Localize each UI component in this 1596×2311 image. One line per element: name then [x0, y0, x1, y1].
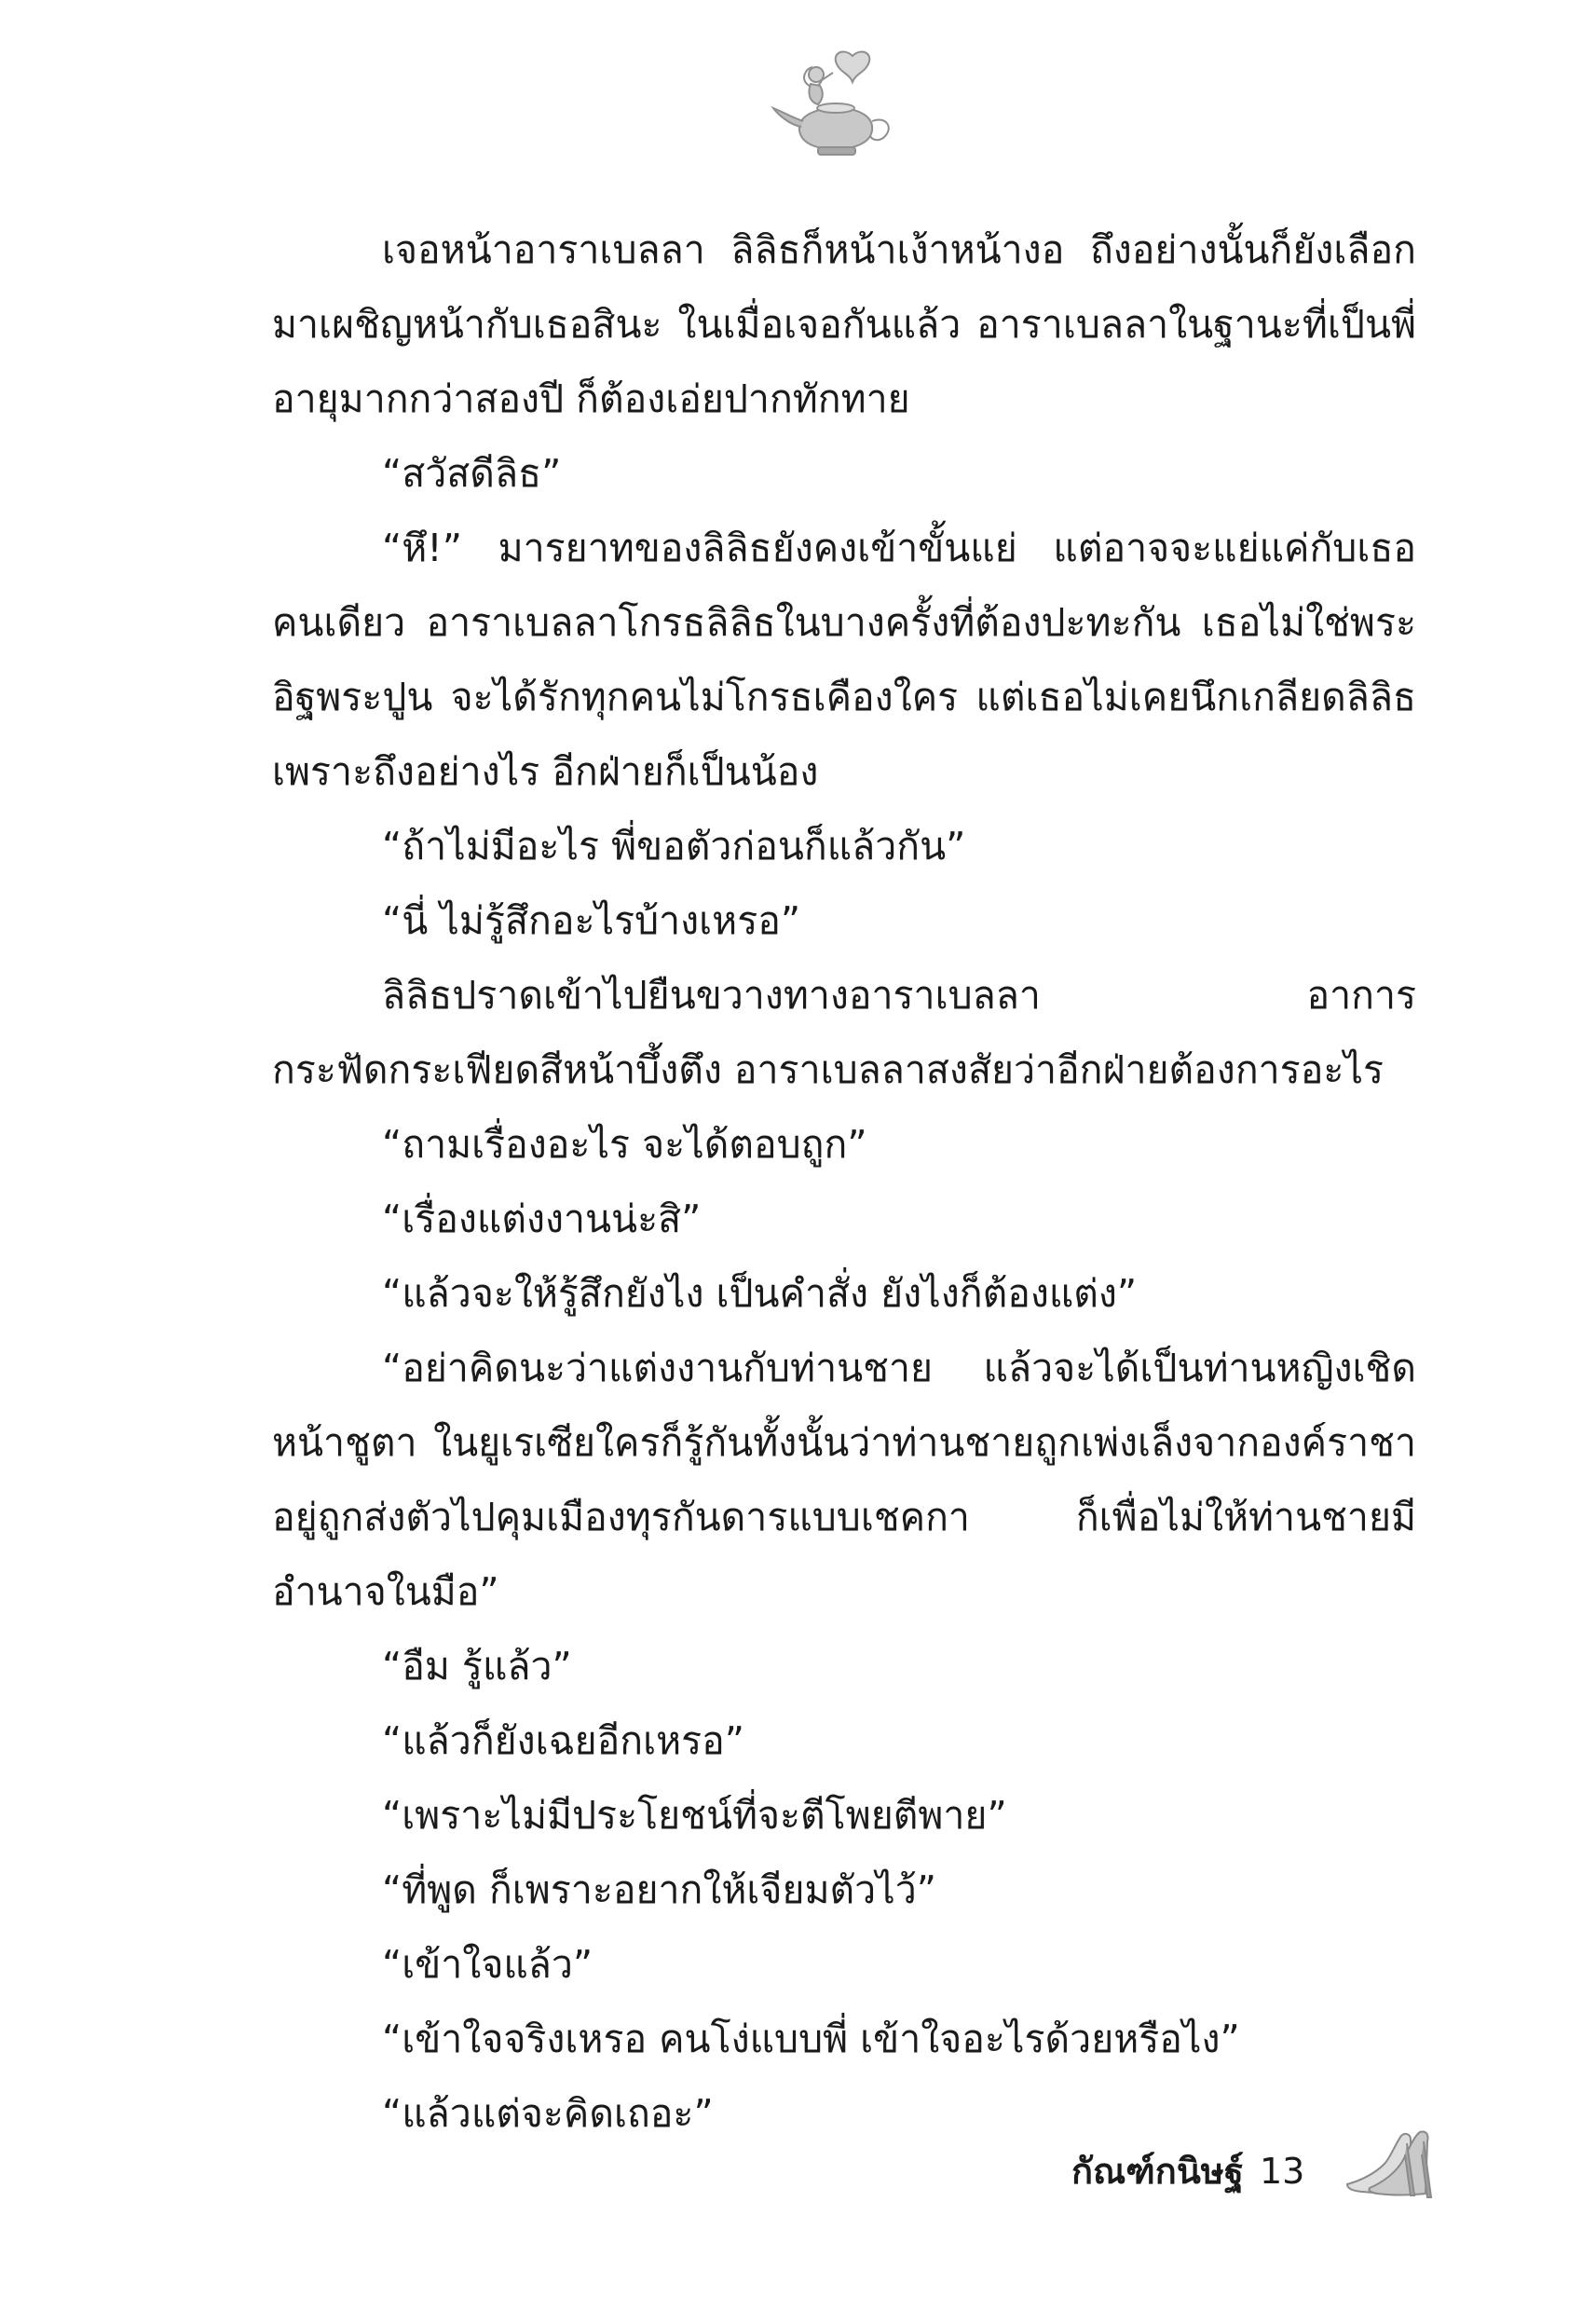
paragraph: “ถามเรื่องอะไร จะได้ตอบถูก” — [382, 1122, 867, 1167]
paragraph: “นี่ ไม่รู้สึกอะไรบ้างเหรอ” — [382, 898, 801, 943]
paragraph: เจอหน้าอาราเบลลา ลิลิธก็หน้าเง้าหน้างอ ถึงอย่างนั้นก็ยังเลือกมาเผชิญหน้ากับเธอสินะ ในเมื่อเจอกันแล้ว อาราเบลลาในฐานะที่เป็นพี่อายุมากกว่าสองปี ก็ต้องเอ่ยปากทักทาย — [272, 227, 1416, 421]
high-heel-shoes-icon — [1342, 2126, 1435, 2201]
paragraph: “เข้าใจแล้ว” — [382, 1942, 593, 1987]
paragraph: “เข้าใจจริงเหรอ คนโง่แบบพี่ เข้าใจอะไรด้วยหรือไง” — [382, 2017, 1240, 2061]
paragraph: “แล้วแต่จะคิดเถอะ” — [382, 2091, 714, 2136]
paragraph: “เรื่องแต่งงานน่ะสิ” — [382, 1197, 702, 1241]
page-body — [272, 212, 1416, 2151]
paragraph: “สวัสดีลิธ” — [382, 451, 562, 496]
page-number: 13 — [1260, 2151, 1305, 2192]
footer-book-title: กัณฑ์กนิษฐ์ — [1071, 2151, 1244, 2192]
paragraph: “ถ้าไม่มีอะไร พี่ขอตัวก่อนก็แล้วกัน” — [382, 824, 966, 868]
paragraph: “แล้วจะให้รู้สึกยังไง เป็นคำสั่ง ยังไงก็ต้องแต่ง” — [382, 1271, 1138, 1316]
paragraph: “ที่พูด ก็เพราะอยากให้เจียมตัวไว้” — [382, 1867, 937, 1912]
paragraph: “อย่าคิดนะว่าแต่งงานกับท่านชาย แล้วจะได้เป็นท่านหญิงเชิดหน้าชูตา ในยูเรเซียใครก็รู้กันทั้งนั้นว่าท่านชายถูกเพ่งเล็งจากองค์ราชาอยู่ถูกส่งตัวไปคุมเมืองทุรกันดารแบบเชคกา ก็เพื่อไม่ให้ท่านชายมีอำนาจในมือ” — [272, 1346, 1416, 1614]
paragraph: “แล้วก็ยังเฉยอีกเหรอ” — [382, 1718, 745, 1763]
paragraph: “หึ!” มารยาทของลิลิธยังคงเข้าขั้นแย่ แต่อาจจะแย่แค่กับเธอคนเดียว อาราเบลลาโกรธลิลิธในบางครั้งที่ต้องปะทะกัน เธอไม่ใช่พระอิฐพระปูน จะได้รักทุกคนไม่โกรธเคืองใคร แต่เธอไม่เคยนึกเกลียดลิลิธ เพราะถึงอย่างไร อีกฝ่ายก็เป็นน้อง — [272, 526, 1416, 794]
paragraph: “เพราะไม่มีประโยชน์ที่จะตีโพยตีพาย” — [382, 1793, 1007, 1838]
paragraph: “อืม รู้แล้ว” — [382, 1644, 572, 1689]
paragraph: ลิลิธปราดเข้าไปยืนขวางทางอาราเบลลา อาการกระฟัดกระเฟียดสีหน้าบึ้งตึง อาราเบลลาสงสัยว่าอีกฝ่ายต้องการอะไร — [272, 973, 1416, 1092]
teapot-cupid-ornament-icon — [764, 47, 904, 168]
